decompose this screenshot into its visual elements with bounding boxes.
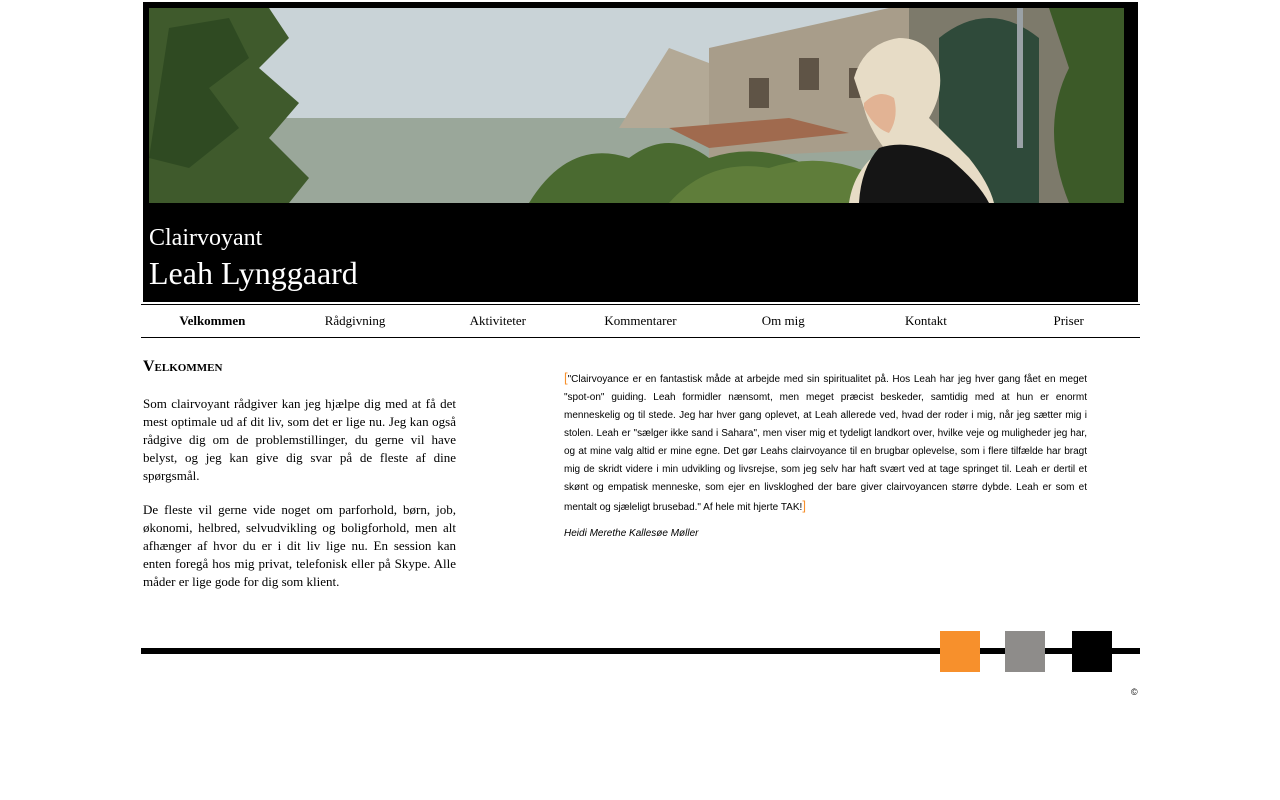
testimonial-author: Heidi Merethe Kallesøe Møller bbox=[564, 528, 699, 539]
nav-item-kontakt[interactable]: Kontakt bbox=[905, 313, 947, 328]
nav-item-raadgivning[interactable]: Rådgivning bbox=[324, 313, 386, 328]
nav-item-velkommen[interactable]: Velkommen bbox=[179, 313, 246, 328]
intro-paragraph: Som clairvoyant rådgiver kan jeg hjælpe dig med at få det mest optimale ud af dit liv, som det er lige nu. Jeg kan også rådgive dig om de problemstillinger, du gerne vil have belyst, og jeg kan give dig svar på de fleste af dine spørgsmål. bbox=[143, 396, 456, 483]
testimonial-text bbox=[564, 369, 1087, 517]
session-paragraph: De fleste vil gerne vide noget om parforhold, børn, job, økonomi, helbred, selvudvikling og boligforhold, men alt afhænger af hvor du er i dit liv lige nu. En session kan enten foregå hos mig privat, telefonisk eller på Skype. Alle måder er lige gode for dig som klient. bbox=[143, 502, 456, 589]
site-header bbox=[143, 2, 1138, 302]
nav-item-kommentarer[interactable]: Kommentarer bbox=[604, 313, 677, 328]
orange-square bbox=[940, 631, 980, 672]
testimonial-body: "Clairvoyance er en fantastisk måde at arbejde med sin spiritualitet på. Hos Leah har jeg hver gang fået en meget "spot-on" guiding. Leah formidler nænsomt, men meget præcist beskeder, samtidig med at hun er enormt menneskelig og til stede. Jeg har hver gang oplevet, at Leah allerede ved, hvad der roder i mig, når jeg sætter mig i stolen. Leah er "sælger ikke sand i Sahara", men viser mig et tydeligt landkort over, hvilke veje og muligheder jeg har, og at mine valg altid er mine egne. Det gør Leahs clairvoyance til en brugbar oplevelse, som i flere tilfælde har bragt mig de skridt videre i min udvikling og livsrejse, som jeg selv har haft svært ved at tage springet til. Leah er dertil et skønt og empatisk menneske, som ejer en livskloghed der bare giver clairvoyancen større dybde. Leah er som et mentalt og sjæleligt brusebad." Af hele mit hjerte TAK! bbox=[564, 374, 1087, 513]
header-photo bbox=[149, 8, 1124, 203]
main-nav bbox=[141, 304, 1140, 338]
nav-item-priser[interactable]: Priser bbox=[1053, 313, 1084, 328]
testimonial bbox=[564, 369, 1087, 541]
quote-open-mark: [ bbox=[564, 370, 568, 385]
quote-close-mark: ] bbox=[802, 498, 806, 513]
nav-item-om-mig[interactable]: Om mig bbox=[761, 313, 805, 328]
page-heading: Velkommen bbox=[143, 358, 223, 375]
site-subtitle: Clairvoyant bbox=[149, 225, 263, 251]
footer-bar bbox=[141, 648, 1140, 654]
nav-item-aktiviteter[interactable]: Aktiviteter bbox=[469, 313, 526, 328]
gray-square bbox=[1005, 631, 1045, 672]
black-square bbox=[1072, 631, 1112, 672]
copyright: © bbox=[1131, 687, 1138, 697]
main-content bbox=[143, 357, 456, 607]
site-title[interactable]: Leah Lynggaard bbox=[149, 255, 358, 291]
